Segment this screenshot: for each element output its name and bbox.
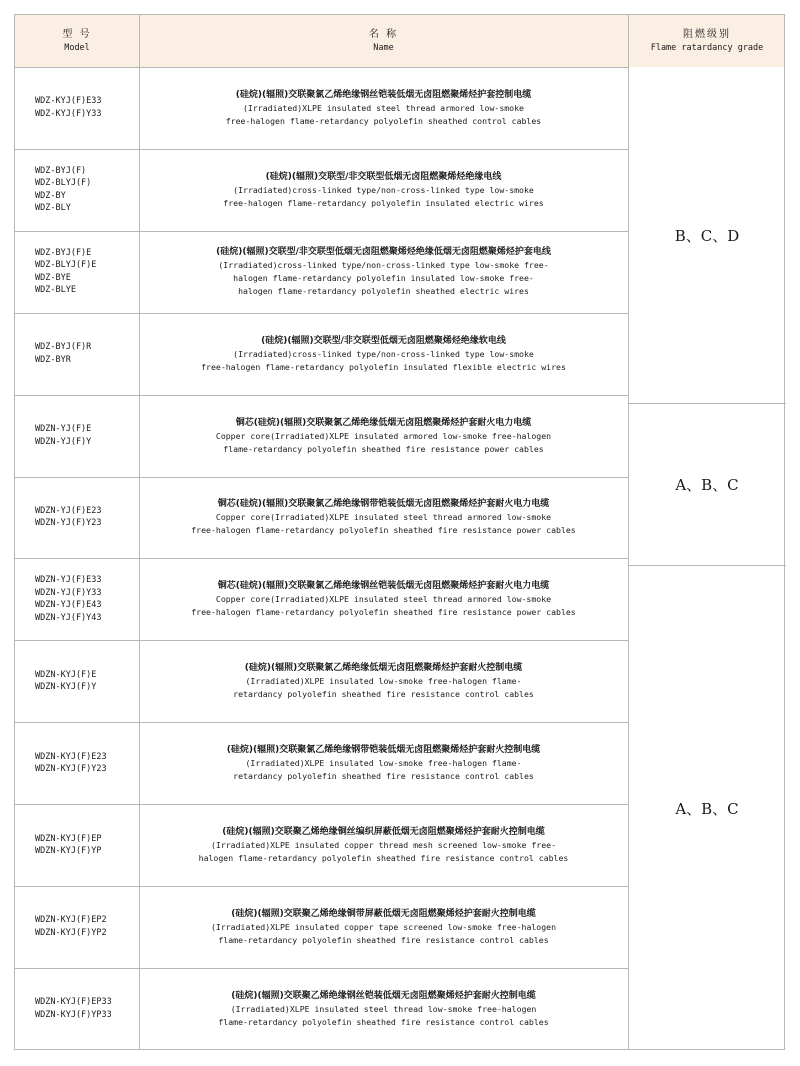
name-cell [139,313,628,395]
name-cell [139,640,628,722]
model-cell [15,231,139,313]
model-code: WDZ-BYJ(F) [35,165,87,176]
name-en-line: halogen flame-retardancy polyolefin sheathed electric wires [238,286,529,297]
model-code: WDZN-KYJ(F)YP [35,846,102,857]
name-en-line: halogen flame-retardancy polyolefin sheathed fire resistance control cables [198,853,569,864]
model-code: WDZ-BLYJ(F) [35,178,92,189]
name-zh: (硅烷)(辐照)交联聚氯乙烯绝缘低烟无卤阻燃聚烯烃护套耐火控制电缆 [244,663,523,674]
header-grade [628,15,786,67]
name-cell [139,968,628,1050]
header-grade-zh: 阻燃级别 [683,29,731,40]
name-zh: (硅烷)(辐照)交联型/非交联型低烟无卤阻燃聚烯烃绝缘低烟无卤阻燃聚烯烃护套电线 [216,247,551,258]
model-code: WDZ-BLYE [35,285,76,296]
name-en-line: free-halogen flame-retardancy polyolefin sheathed control cables [225,115,542,126]
model-cell [15,968,139,1050]
name-zh: (硅烷)(辐照)交联型/非交联型低烟无卤阻燃聚烯烃绝缘软电线 [261,335,506,346]
model-code: WDZ-BY [35,190,66,201]
model-code: WDZN-KYJ(F)Y23 [35,764,107,775]
name-cell [139,67,628,149]
name-cell [139,477,628,559]
name-en-line: (Irradiated)XLPE insulated low-smoke free-halogen flame- [245,758,522,769]
name-zh: (硅烷)(辐照)交联聚乙烯绝缘铜带屏蔽低烟无卤阻燃聚烯烃护套耐火控制电缆 [231,908,536,919]
model-code: WDZN-KYJ(F)E [35,669,97,680]
name-en-line: flame-retardancy polyolefin sheathed fire resistance control cables [218,934,549,945]
header-grade-en: Flame ratardancy grade [650,43,764,53]
model-code: WDZN-KYJ(F)EP [35,833,102,844]
model-code: WDZN-YJ(F)Y33 [35,587,102,598]
row-divider [15,477,628,478]
row-divider [15,886,628,887]
header-model [15,15,139,67]
row-divider [15,149,628,150]
model-cell [15,558,139,640]
model-code: WDZN-YJ(F)Y23 [35,518,102,529]
name-zh: 铜芯(硅烷)(辐照)交联聚氯乙烯绝缘钢带铠装低烟无卤阻燃聚烯烃护套耐火电力电缆 [217,499,550,510]
name-en-line: (Irradiated)XLPE insulated copper tape screened low-smoke free-halogen [210,921,557,932]
name-en-line: flame-retardancy polyolefin sheathed fire resistance control cables [218,1016,549,1027]
name-cell [139,149,628,231]
model-code: WDZN-KYJ(F)YP2 [35,927,107,938]
model-cell [15,149,139,231]
row-divider [15,67,628,68]
row-divider [15,640,628,641]
name-cell [139,722,628,804]
model-code: WDZN-KYJ(F)EP33 [35,997,112,1008]
model-code: WDZN-YJ(F)Y [35,436,92,447]
name-en-line: Copper core(Irradiated)XLPE insulated steel thread armored low-smoke [215,512,552,523]
model-cell [15,722,139,804]
name-en-line: retardancy polyolefin sheathed fire resistance control cables [233,771,534,782]
name-en-line: (Irradiated)cross-linked type/non-cross-linked type low-smoke [233,184,534,195]
model-cell [15,640,139,722]
model-cell [15,886,139,968]
header-model-en: Model [64,43,90,53]
name-cell [139,886,628,968]
cable-spec-table [14,14,785,1050]
model-code: WDZ-KYJ(F)E33 [35,96,102,107]
header-name-zh: 名 称 [368,29,399,40]
model-cell [15,313,139,395]
name-en-line: free-halogen flame-retardancy polyolefin insulated electric wires [223,197,544,208]
name-en-line: free-halogen flame-retardancy polyolefin sheathed fire resistance power cables [191,525,576,536]
model-code: WDZN-YJ(F)E33 [35,575,102,586]
model-code: WDZN-YJ(F)E23 [35,505,102,516]
name-cell [139,231,628,313]
name-zh: (硅烷)(辐照)交联聚氯乙烯绝缘钢丝铠装低烟无卤阻燃聚烯烃护套控制电缆 [235,89,532,100]
model-code: WDZ-BLYJ(F)E [35,260,97,271]
name-zh: 铜芯(硅烷)(辐照)交联聚氯乙烯绝缘钢丝铠装低烟无卤阻燃聚烯烃护套耐火电力电缆 [217,581,550,592]
model-code: WDZN-KYJ(F)YP33 [35,1009,112,1020]
name-cell [139,395,628,477]
name-en-line: free-halogen flame-retardancy polyolefin insulated flexible electric wires [201,361,566,372]
name-zh: 铜芯(硅烷)(辐照)交联聚氯乙烯绝缘低烟无卤阻燃聚烯烃护套耐火电力电缆 [235,417,532,428]
model-code: WDZ-BYJ(F)E [35,247,92,258]
row-divider [15,395,628,396]
name-en-line: retardancy polyolefin sheathed fire resistance control cables [233,689,534,700]
name-en-line: (Irradiated)XLPE insulated low-smoke free-halogen flame- [245,676,522,687]
model-code: WDZ-BYJ(F)R [35,342,92,353]
name-en-line: (Irradiated)cross-linked type/non-cross-linked type low-smoke free- [218,260,549,271]
header-name [139,15,628,67]
name-en-line: free-halogen flame-retardancy polyolefin sheathed fire resistance power cables [191,607,576,618]
name-en-line: (Irradiated)XLPE insulated steel thread armored low-smoke [243,102,524,113]
name-cell [139,804,628,886]
table-header [15,15,784,67]
header-model-zh: 型 号 [62,29,92,40]
name-zh: (硅烷)(辐照)交联聚乙烯绝缘铜丝编织屏蔽低烟无卤阻燃聚烯烃护套耐火控制电缆 [222,827,545,838]
name-en-line: (Irradiated)cross-linked type/non-cross-linked type low-smoke [233,348,534,359]
row-divider [15,968,628,969]
grade-group-3: A、B、C [675,799,739,818]
row-divider [15,722,628,723]
header-name-en: Name [373,43,394,53]
name-zh: (硅烷)(辐照)交联聚氯乙烯绝缘钢带铠装低烟无卤阻燃聚烯烃护套耐火控制电缆 [226,745,541,756]
model-cell [15,395,139,477]
name-en-line: Copper core(Irradiated)XLPE insulated armored low-smoke free-halogen [215,430,552,441]
name-cell [139,558,628,640]
model-code: WDZ-BYR [35,354,71,365]
row-divider [15,558,628,559]
model-code: WDZN-YJ(F)Y43 [35,612,102,623]
model-code: WDZN-YJ(F)E43 [35,600,102,611]
row-divider [15,804,628,805]
model-cell [15,67,139,149]
name-en-line: (Irradiated)XLPE insulated copper thread mesh screened low-smoke free- [210,840,557,851]
model-code: WDZ-KYJ(F)Y33 [35,108,102,119]
model-cell [15,477,139,559]
model-code: WDZ-BYE [35,272,71,283]
row-divider [15,231,628,232]
name-en-line: flame-retardancy polyolefin sheathed fire resistance power cables [223,443,544,454]
grade-group-2: A、B、C [675,476,739,494]
name-en-line: halogen flame-retardancy polyolefin insulated low-smoke free- [233,273,534,284]
model-code: WDZN-KYJ(F)EP2 [35,915,107,926]
model-code: WDZ-BLY [35,203,71,214]
name-zh: (硅烷)(辐照)交联型/非交联型低烟无卤阻燃聚烯烃绝缘电线 [265,171,502,182]
model-code: WDZN-KYJ(F)Y [35,682,97,693]
name-en-line: (Irradiated)XLPE insulated steel thread low-smoke free-halogen [230,1003,537,1014]
grade-group-1: B、C、D [674,226,740,245]
row-divider [15,313,628,314]
model-code: WDZN-KYJ(F)E23 [35,751,107,762]
model-cell [15,804,139,886]
name-zh: (硅烷)(辐照)交联聚乙烯绝缘钢丝铠装低烟无卤阻燃聚烯烃护套耐火控制电缆 [231,990,536,1001]
model-code: WDZN-YJ(F)E [35,424,92,435]
name-en-line: Copper core(Irradiated)XLPE insulated steel thread armored low-smoke [215,594,552,605]
